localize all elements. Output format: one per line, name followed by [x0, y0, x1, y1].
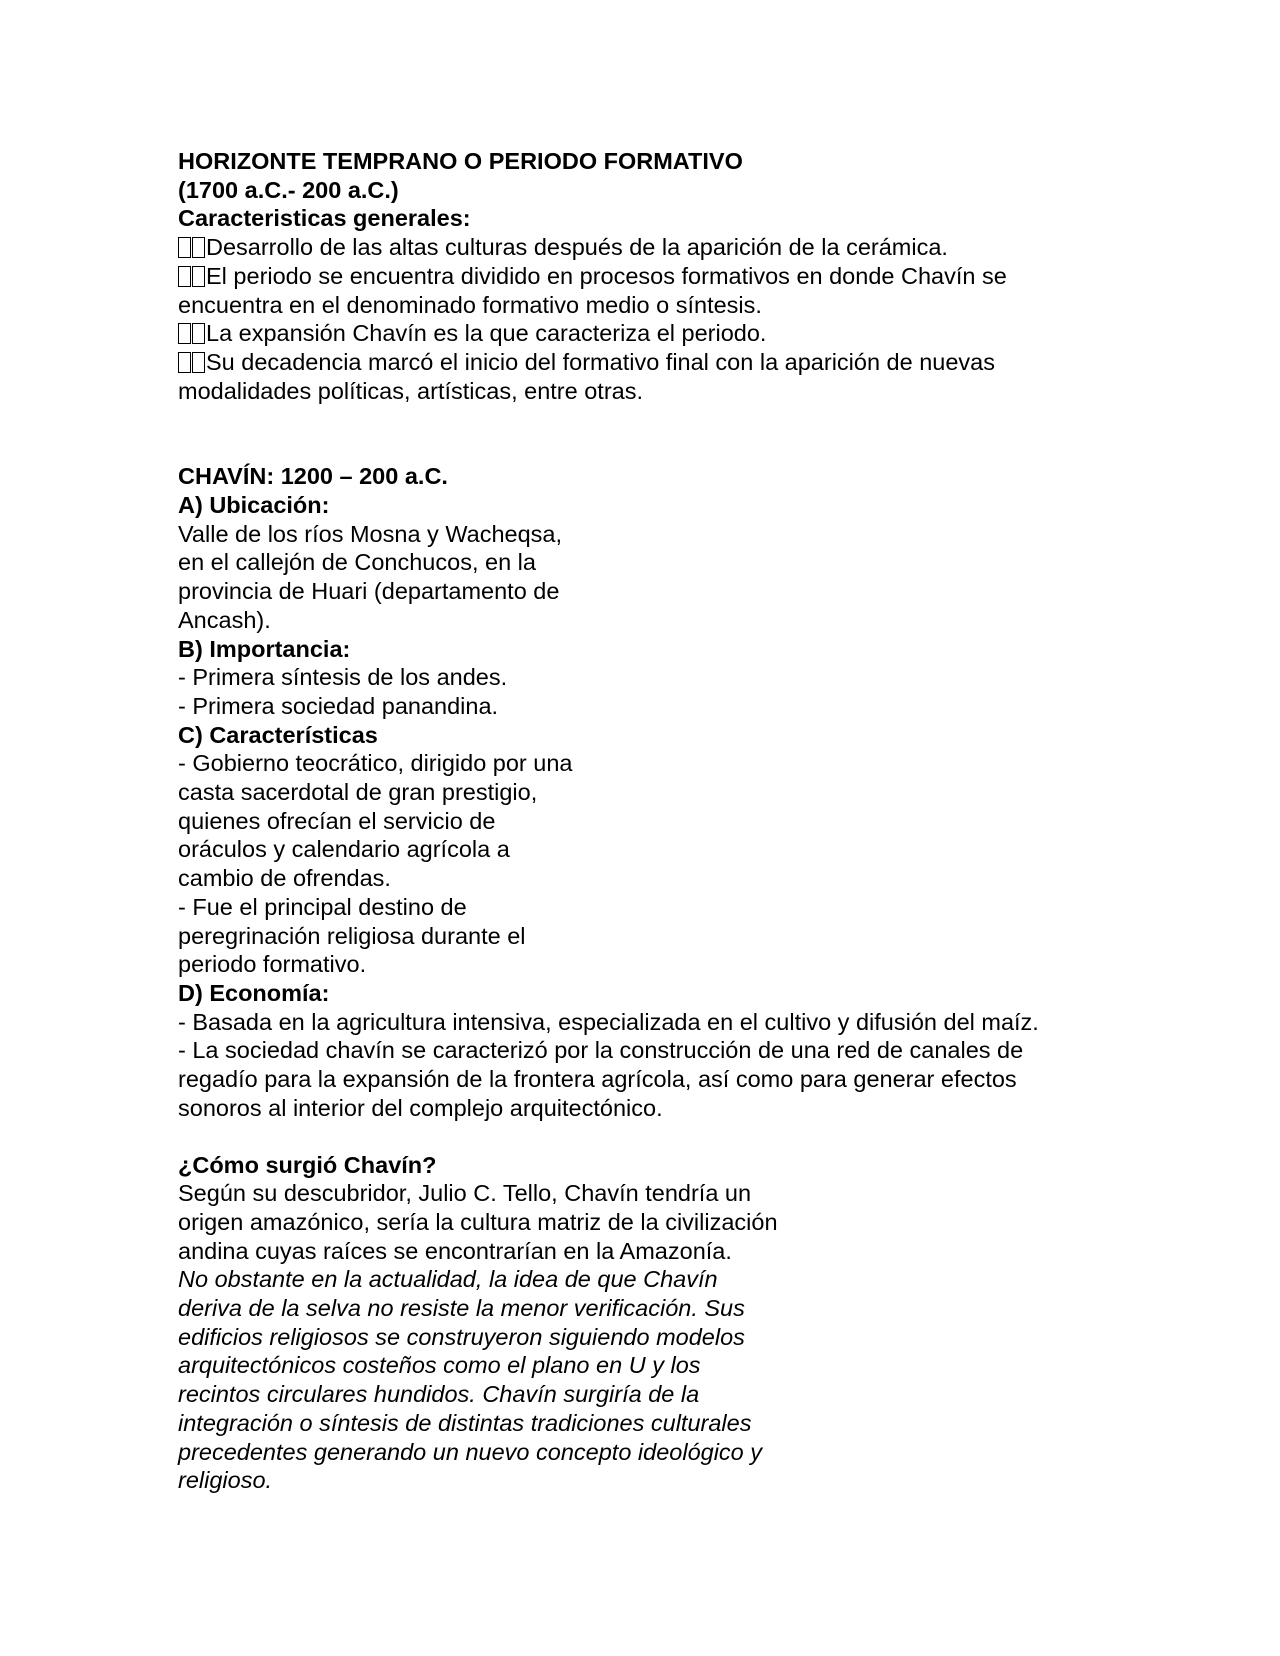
- paragraph-line: periodo formativo.: [178, 951, 367, 978]
- section-title: HORIZONTE TEMPRANO O PERIODO FORMATIVO: [178, 148, 743, 174]
- paragraph-line: Valle de los ríos Mosna y Wacheqsa,: [178, 520, 563, 547]
- bullet-line: Su decadencia marcó el inicio del formativo final con la aparición de nuevas: [178, 348, 1178, 377]
- paragraph-line: andina cuyas raíces se encontrarían en la Amazonía.: [178, 1237, 732, 1264]
- paragraph-line: - Basada en la agricultura intensiva, especializada en el cultivo y difusión del maíz.: [178, 1008, 1039, 1035]
- italic-line: religioso.: [178, 1467, 273, 1494]
- paragraph-line: casta sacerdotal de gran prestigio,: [178, 779, 538, 806]
- paragraph-line: - Fue el principal destino de: [178, 893, 467, 920]
- caracteristicas-heading: C) Características: [178, 721, 378, 748]
- section-dates: (1700 a.C.- 200 a.C.): [178, 176, 399, 203]
- paragraph-line: Ancash).: [178, 606, 271, 633]
- paragraph-line: peregrinación religiosa durante el: [178, 922, 526, 949]
- italic-line: deriva de la selva no resiste la menor verificación. Sus: [178, 1295, 745, 1322]
- ubicacion-heading: A) Ubicación:: [178, 492, 330, 519]
- bullet-line: La expansión Chavín es la que caracteriza el periodo.: [178, 319, 1178, 348]
- section-subtitle: Caracteristicas generales:: [178, 205, 471, 232]
- italic-line: integración o síntesis de distintas tradiciones culturales: [178, 1409, 752, 1436]
- missing-glyph-icon: [178, 266, 191, 287]
- italic-line: No obstante en la actualidad, la idea de que Chavín: [178, 1266, 718, 1293]
- economia-heading: D) Economía:: [178, 979, 330, 1006]
- bullet-continuation: modalidades políticas, artísticas, entre otras.: [178, 377, 643, 404]
- bullet-line: El periodo se encuentra dividido en procesos formativos en donde Chavín se: [178, 262, 1178, 291]
- italic-line: precedentes generando un nuevo concepto ideológico y: [178, 1438, 763, 1465]
- missing-glyph-icon: [192, 352, 205, 373]
- missing-glyph-icon: [178, 352, 191, 373]
- bullet-line: Desarrollo de las altas culturas después de la aparición de la cerámica.: [178, 233, 1178, 262]
- paragraph-line: quienes ofrecían el servicio de: [178, 807, 496, 834]
- paragraph-line: - Primera síntesis de los andes.: [178, 664, 508, 691]
- italic-line: recintos circulares hundidos. Chavín surgiría de la: [178, 1381, 700, 1408]
- missing-glyph-icon: [192, 323, 205, 344]
- italic-line: arquitectónicos costeños como el plano en U y los: [178, 1352, 701, 1379]
- document-page: [178, 147, 1178, 1495]
- bullet-continuation: encuentra en el denominado formativo medio o síntesis.: [178, 291, 762, 318]
- paragraph-line: origen amazónico, sería la cultura matriz de la civilización: [178, 1208, 778, 1235]
- paragraph-line: Según su descubridor, Julio C. Tello, Chavín tendría un: [178, 1180, 752, 1207]
- origin-heading: ¿Cómo surgió Chavín?: [178, 1151, 437, 1178]
- missing-glyph-icon: [192, 237, 205, 258]
- missing-glyph-icon: [178, 237, 191, 258]
- paragraph-line: sonoros al interior del complejo arquitectónico.: [178, 1094, 663, 1121]
- paragraph-line: en el callejón de Conchucos, en la: [178, 549, 536, 576]
- paragraph-line: - Gobierno teocrático, dirigido por una: [178, 750, 573, 777]
- paragraph-line: cambio de ofrendas.: [178, 865, 391, 892]
- paragraph-line: regadío para la expansión de la frontera agrícola, así como para generar efectos: [178, 1066, 1017, 1093]
- paragraph-line: provincia de Huari (departamento de: [178, 578, 560, 605]
- paragraph-line: - Primera sociedad panandina.: [178, 692, 499, 719]
- importancia-heading: B) Importancia:: [178, 635, 351, 662]
- italic-line: edificios religiosos se construyeron siguiendo modelos: [178, 1323, 745, 1350]
- chavin-title: CHAVÍN: 1200 – 200 a.C.: [178, 463, 448, 490]
- paragraph-line: - La sociedad chavín se caracterizó por la construcción de una red de canales de: [178, 1037, 1024, 1064]
- paragraph-line: oráculos y calendario agrícola a: [178, 836, 510, 863]
- missing-glyph-icon: [178, 323, 191, 344]
- missing-glyph-icon: [192, 266, 205, 287]
